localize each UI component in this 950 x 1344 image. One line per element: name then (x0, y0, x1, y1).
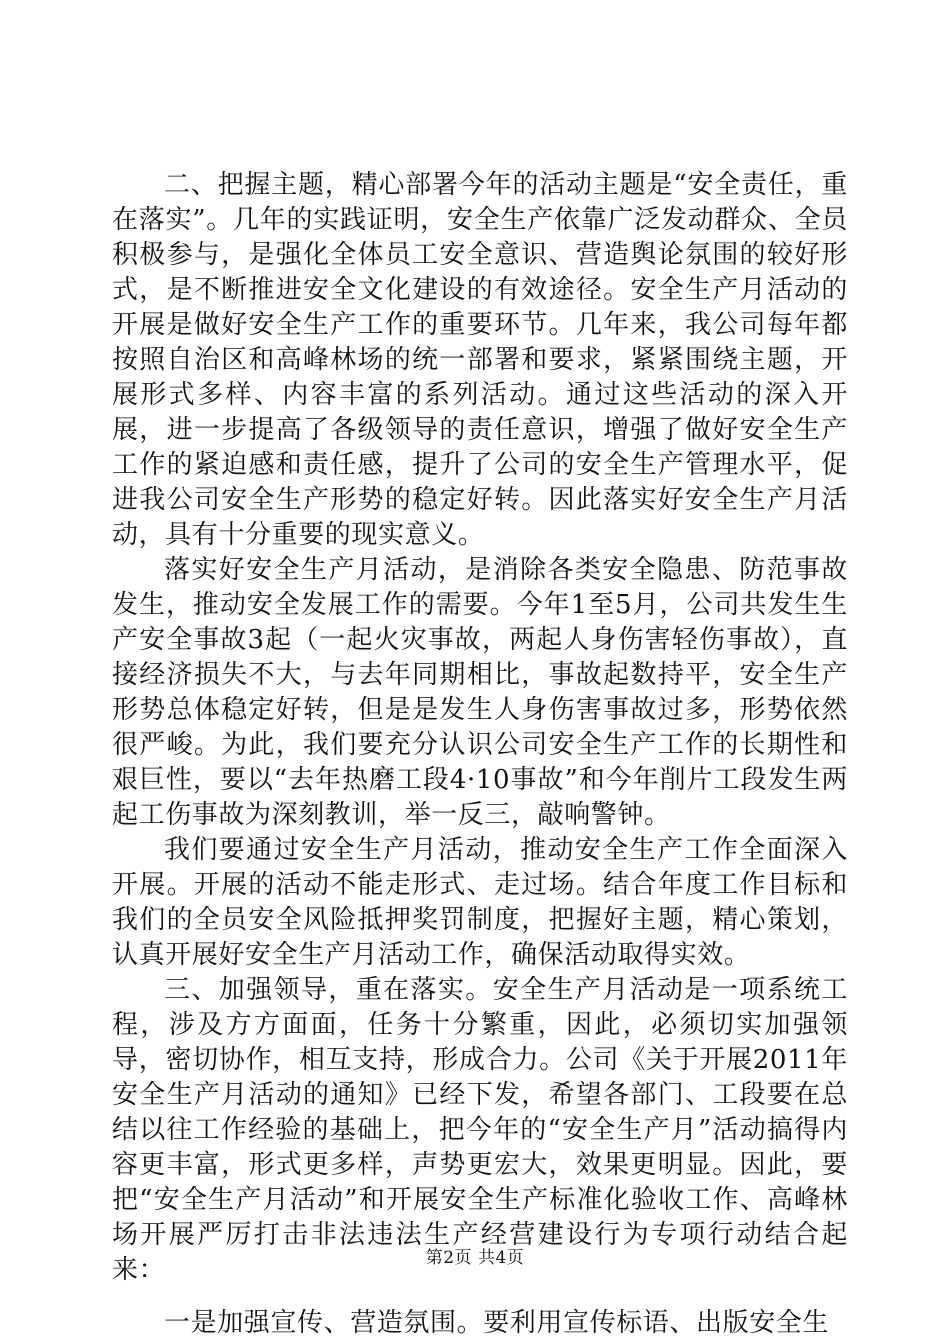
paragraph-publicity: 一是加强宣传、营造氛围。要利用宣传标语、出版安全生 (164, 1308, 830, 1338)
paragraph-leadership: 三、加强领导，重在落实。安全生产月活动是一项系统工程，涉及方方面面，任务十分繁重，因此，必须切实加强领导，密切协作，相互支持，形成合力。公司《关于开展2011年安全生产月活动的通知》已经下发，希望各部门、工段要在总结以往工作经验的基础上，把今年的“安全生产月”活动搞得内容更丰富，形式更多样，声势更宏大，效果更明显。因此，要把“安全生产月活动”和开展安全生产标准化验收工作、高峰林场开展严厉打击非法违法生产经营建设行为专项行动结合起来： (112, 975, 848, 1285)
paragraph-activity-goals: 我们要通过安全生产月活动，推动安全生产工作全面深入开展。开展的活动不能走形式、走过场。结合年度工作目标和我们的全员安全风险抵押奖罚制度，把握好主题，精心策划，认真开展好安全生产月活动工作，确保活动取得实效。 (112, 835, 848, 970)
paragraph-theme-deployment: 二、把握主题，精心部署今年的活动主题是“安全责任，重在落实”。几年的实践证明，安全生产依靠广泛发动群众、全员积极参与，是强化全体员工安全意识、营造舆论氛围的较好形式，是不断推进安全文化建设的有效途径。安全生产月活动的开展是做好安全生产工作的重要环节。几年来，我公司每年都按照自治区和高峰林场的统一部署和要求，紧紧围绕主题，开展形式多样、内容丰富的系列活动。通过这些活动的深入开展，进一步提高了各级领导的责任意识，增强了做好安全生产工作的紧迫感和责任感，提升了公司的安全生产管理水平，促进我公司安全生产形势的稳定好转。因此落实好安全生产月活动，具有十分重要的现实意义。 (112, 170, 848, 550)
paragraph-accident-review: 落实好安全生产月活动，是消除各类安全隐患、防范事故发生，推动安全发展工作的需要。今年1至5月，公司共发生生产安全事故3起（一起火灾事故，两起人身伤害轻伤事故），直接经济损失不大，与去年同期相比，事故起数持平，安全生产形势总体稳定好转，但是是发生人身伤害事故过多，形势依然很严峻。为此，我们要充分认识公司安全生产工作的长期性和艰巨性，要以“去年热磨工段4·10事故”和今年削片工段发生两起工伤事故为深刻教训，举一反三，敲响警钟。 (112, 555, 848, 830)
document-body (112, 168, 848, 1341)
page-number-footer: 第2页 共4页 (425, 1248, 525, 1268)
